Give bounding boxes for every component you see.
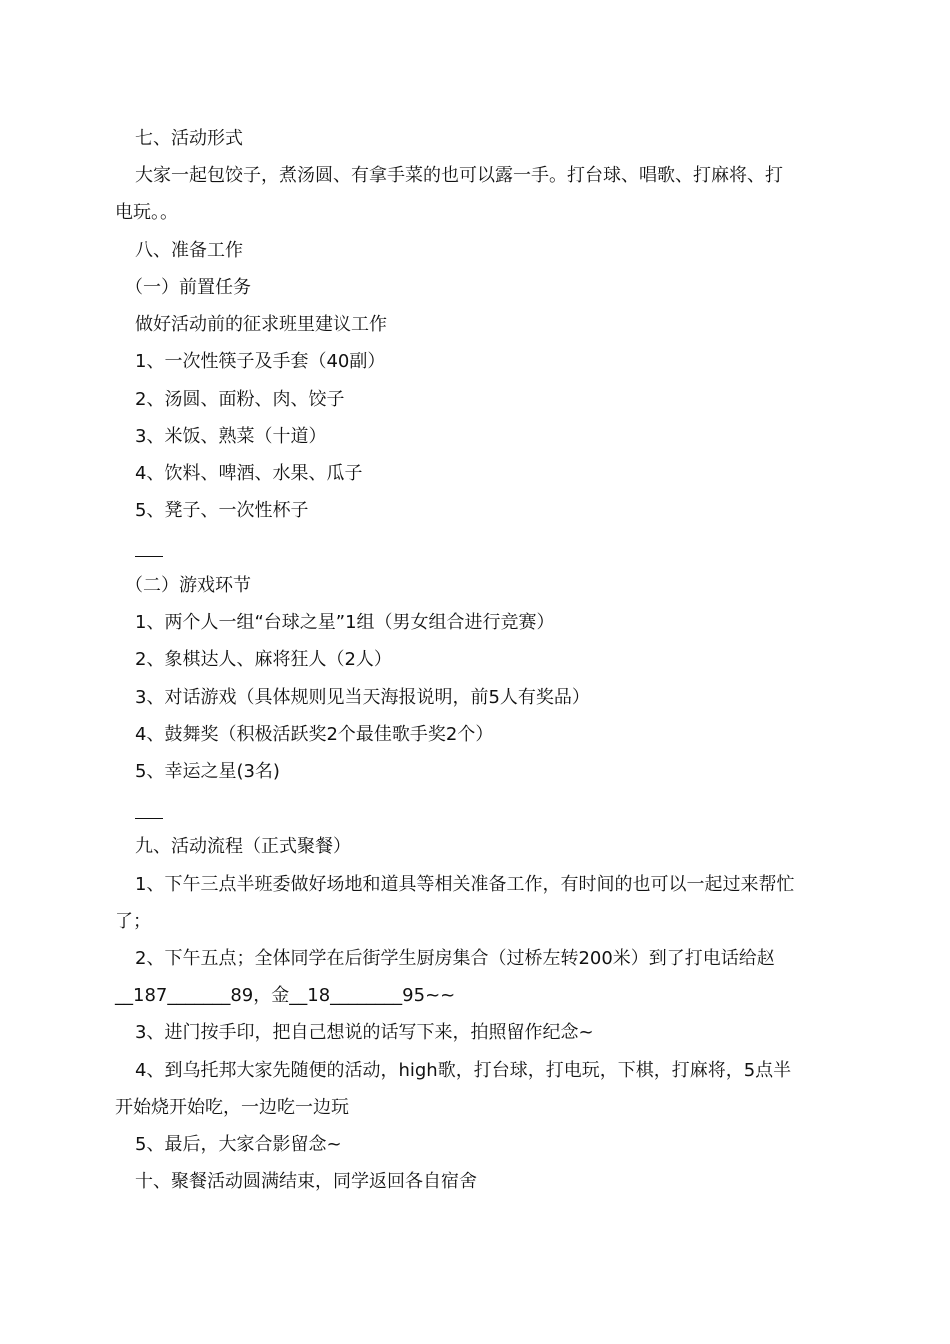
list-item-cont: 了； — [115, 911, 151, 932]
separator-line — [135, 818, 163, 819]
list-item: 2、下午五点；全体同学在后街学生厨房集合（过桥左转200米）到了打电话给赵 — [135, 948, 775, 969]
list-item: 2、象棋达人、麻将狂人（2人） — [135, 649, 392, 670]
list-item: 1、下午三点半班委做好场地和道具等相关准备工作，有时间的也可以一起过来帮忙 — [135, 874, 795, 895]
list-item: 5、最后，大家合影留念~ — [135, 1134, 342, 1155]
section-heading-end: 十、聚餐活动圆满结束，同学返回各自宿舍 — [135, 1171, 477, 1192]
paragraph-pre-tasks: 做好活动前的征求班里建议工作 — [135, 314, 387, 335]
list-item: 5、凳子、一次性杯子 — [135, 500, 309, 521]
list-item: 3、米饭、熟菜（十道） — [135, 426, 327, 447]
list-item-cont: 开始烧开始吃，一边吃一边玩 — [115, 1097, 349, 1118]
list-item: 1、一次性筷子及手套（40副） — [135, 351, 386, 372]
list-item: 2、汤圆、面粉、肉、饺子 — [135, 389, 345, 410]
section-heading-activity-form: 七、活动形式 — [135, 128, 243, 149]
section-heading-preparation: 八、准备工作 — [135, 240, 243, 261]
subheading-pre-tasks: （一）前置任务 — [125, 277, 251, 298]
paragraph-activity-form-cont: 电玩。。 — [115, 202, 178, 223]
separator-line — [135, 556, 163, 557]
list-item: 3、对话游戏（具体规则见当天海报说明，前5人有奖品） — [135, 687, 590, 708]
subheading-games: （二）游戏环节 — [125, 575, 251, 596]
list-item-cont: __187_______89，金__18________95~~ — [115, 985, 456, 1006]
paragraph-activity-form: 大家一起包饺子，煮汤圆、有拿手菜的也可以露一手。打台球、唱歌、打麻将、打 — [135, 165, 783, 186]
list-item: 4、饮料、啤酒、水果、瓜子 — [135, 463, 363, 484]
list-item: 3、进门按手印，把自己想说的话写下来，拍照留作纪念~ — [135, 1022, 594, 1043]
list-item: 5、幸运之星(3名) — [135, 761, 280, 782]
list-item: 4、到乌托邦大家先随便的活动，high歌，打台球，打电玩，下棋，打麻将，5点半 — [135, 1060, 792, 1081]
list-item: 4、鼓舞奖（积极活跃奖2个最佳歌手奖2个） — [135, 724, 494, 745]
section-heading-process: 九、活动流程（正式聚餐） — [135, 836, 351, 857]
list-item: 1、两个人一组“台球之星”1组（男女组合进行竞赛） — [135, 612, 555, 633]
